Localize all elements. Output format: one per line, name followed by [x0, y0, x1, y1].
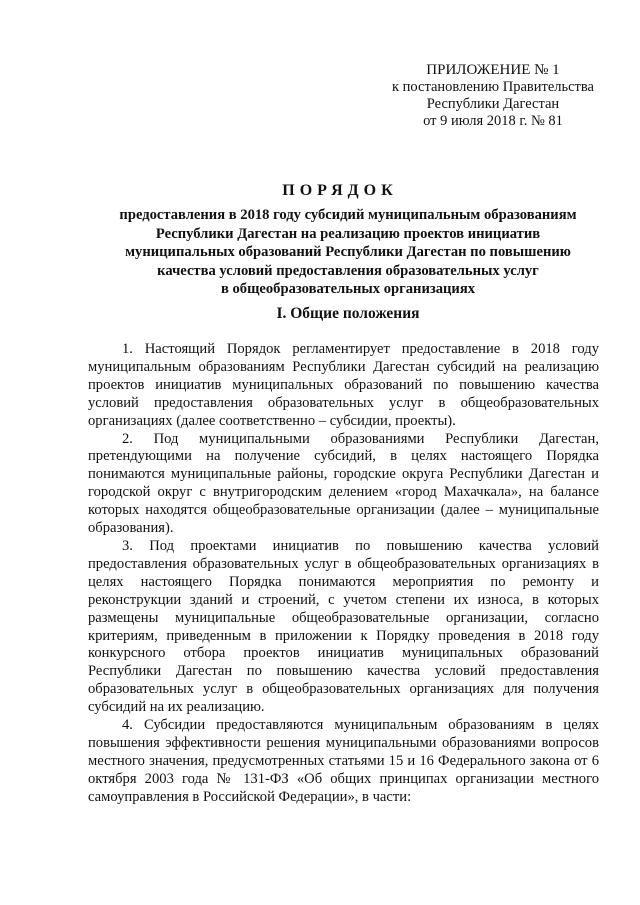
appendix-republic-line: Республики Дагестан [426, 96, 560, 112]
paragraph-4: 4. Субсидии предоставляются муниципальным образованиям в целях повышения эффективности решения муниципальными образованиями вопросов местного значения, предусмотренных статьями 15 и 16 Федерального закона от 6 октября 2003 года № 131-ФЗ «Об общих принципах организации местного самоуправления в Российской Федерации», в части: [88, 717, 599, 805]
document-body [88, 341, 599, 807]
section-heading: I. Общие положения [276, 305, 420, 322]
document-subtitle [88, 206, 608, 299]
appendix-block [383, 62, 603, 130]
subtitle-line: предоставления в 2018 году субсидий муниципальным образованиям [119, 207, 577, 223]
subtitle-line: Республики Дагестан на реализацию проектов инициатив [155, 225, 541, 242]
subtitle-line: муниципальных образований Республики Дагестан по повышению [125, 244, 571, 260]
paragraph-2: 2. Под муниципальными образованиями Республики Дагестан, претендующими на получение субсидий, в целях настоящего Порядка понимаются муниципальные районы, городские округа Республики Дагестан и городской округ с внутригородским делением «город Махачкала», на балансе которых находятся общеобразовательные организации (далее – муниципальные образования). [88, 430, 599, 537]
subtitle-line: в общеобразовательных организациях [220, 281, 476, 297]
appendix-number: ПРИЛОЖЕНИЕ № 1 [426, 62, 560, 78]
paragraph-1: 1. Настоящий Порядок регламентирует предоставление в 2018 году муниципальным образованиям Республики Дагестан субсидий на реализацию проектов инициатив муниципальных образований по повышению качества условий предоставления образовательных услуг в общеобразовательных организациях (далее соответственно – субсидии, проекты). [88, 341, 599, 429]
paragraph-3: 3. Под проектами инициатив по повышению качества условий предоставления образовательных услуг в общеобразовательных организациях в целях настоящего Порядка понимаются мероприятия по ремонту и реконструкции зданий и строений, с учетом степени их износа, в которых размещены муниципальные общеобразовательные организации, согласно критериям, приведенным в приложении к Порядку проведения в 2018 году конкурсного отбора проектов инициатив муниципальных образований Республики Дагестан по повышению качества условий предоставления образовательных услуг в общеобразовательных организациях для получения субсидий на их реализацию. [88, 537, 599, 716]
subtitle-line: качества условий предоставления образовательных услуг [157, 262, 539, 279]
document-title: ПОРЯДОК [282, 182, 398, 199]
appendix-resolution-line: к постановлению Правительства [392, 79, 594, 95]
appendix-date-line: от 9 июля 2018 г. № 81 [423, 113, 563, 129]
